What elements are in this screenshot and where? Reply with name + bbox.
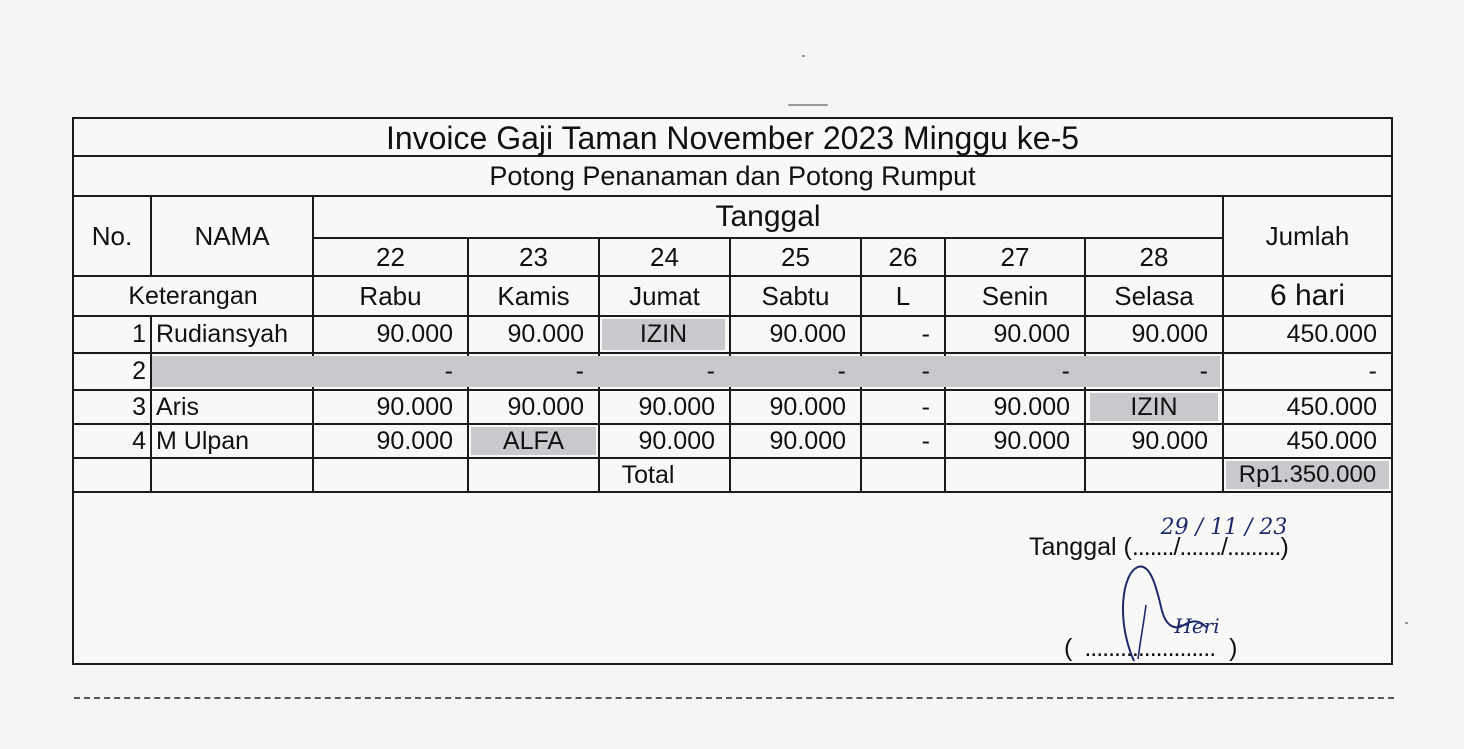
- row-value-alfa: ALFA: [471, 427, 596, 455]
- row-name: M Ulpan: [156, 426, 250, 455]
- row-value-izin: IZIN: [602, 319, 725, 350]
- row-no: 3: [132, 392, 146, 421]
- row-name: [152, 354, 312, 389]
- invoice-title: Invoice Gaji Taman November 2023 Minggu ke-5: [385, 120, 1080, 156]
- row-value: 90.000: [1131, 320, 1208, 348]
- handwritten-date: 29 / 11 / 23: [1160, 515, 1288, 540]
- row-value: -: [921, 357, 930, 385]
- row-total: 450.000: [1286, 392, 1377, 421]
- row-value: -: [921, 426, 930, 455]
- row-value: 90.000: [376, 320, 453, 348]
- row-value: 90.000: [993, 320, 1070, 348]
- scan-speck: [802, 55, 805, 57]
- name-close: ): [1229, 633, 1238, 662]
- date-cell: 26: [888, 242, 918, 272]
- day-cell: Kamis: [497, 281, 570, 311]
- scan-dashed-line: [74, 697, 1394, 699]
- row-value: 90.000: [507, 392, 584, 421]
- invoice-subtitle: Potong Penanaman dan Potong Rumput: [489, 160, 976, 191]
- row-value: -: [1061, 357, 1070, 385]
- row-value: 90.000: [638, 426, 715, 455]
- row-value-izin: IZIN: [1090, 393, 1218, 421]
- row-no: 2: [132, 357, 146, 385]
- row-name: Rudiansyah: [156, 320, 289, 348]
- row-value: -: [921, 392, 930, 421]
- signature-text: Heri: [1174, 614, 1220, 638]
- row-value: -: [1199, 357, 1208, 385]
- scan-speck: [1405, 622, 1408, 624]
- row-value: 90.000: [376, 426, 453, 455]
- date-cell: 24: [650, 242, 679, 272]
- day-cell: Sabtu: [761, 281, 830, 311]
- row-name: Aris: [156, 392, 200, 421]
- row-value: 90.000: [376, 392, 453, 421]
- date-cell: 27: [1000, 242, 1030, 272]
- row-value: 90.000: [507, 320, 584, 348]
- row-value: -: [444, 357, 453, 385]
- day-cell: Jumat: [629, 281, 700, 311]
- row-total: 450.000: [1286, 426, 1377, 455]
- signature-scribble: [1104, 561, 1254, 665]
- total-amount: Rp1.350.000: [1226, 461, 1389, 489]
- row-value: 90.000: [993, 426, 1070, 455]
- col-header-tanggal: Tanggal: [715, 200, 821, 233]
- date-cell: 25: [781, 242, 810, 272]
- col-header-nama: NAMA: [194, 221, 270, 251]
- row-value: 90.000: [1131, 426, 1208, 455]
- date-cell: 22: [376, 242, 405, 272]
- invoice-sheet: [72, 117, 1393, 665]
- row-value: -: [575, 357, 584, 385]
- row-value: 90.000: [993, 392, 1070, 421]
- row-no: 4: [132, 426, 146, 455]
- name-blank: ......................: [1084, 633, 1216, 662]
- date-blank: ......./......./.........: [1131, 532, 1281, 561]
- keterangan-label: Keterangan: [128, 281, 258, 310]
- row-total: 450.000: [1286, 320, 1377, 348]
- row-value: 90.000: [638, 392, 715, 421]
- rule: [1222, 457, 1224, 493]
- name-open: (: [1064, 633, 1073, 662]
- col-header-no: No.: [91, 221, 133, 251]
- total-days: 6 hari: [1269, 279, 1346, 312]
- day-cell: Senin: [981, 281, 1049, 311]
- date-close: ): [1280, 532, 1289, 561]
- col-header-jumlah: Jumlah: [1265, 221, 1350, 251]
- total-label: Total: [621, 460, 675, 489]
- date-cell: 23: [519, 242, 548, 272]
- row-no: 1: [132, 320, 146, 348]
- date-cell: 28: [1139, 242, 1169, 272]
- day-cell: L: [895, 281, 911, 311]
- date-label: Tanggal (: [1029, 532, 1132, 561]
- row-total: -: [1368, 357, 1377, 385]
- row-value: -: [706, 357, 715, 385]
- scan-speck: [788, 104, 828, 106]
- day-cell: Rabu: [359, 281, 422, 311]
- row-value: -: [837, 357, 846, 385]
- day-cell: Selasa: [1114, 281, 1194, 311]
- row-value: 90.000: [769, 392, 846, 421]
- row-value: 90.000: [769, 426, 846, 455]
- rule: [74, 491, 1391, 493]
- row-value: 90.000: [769, 320, 846, 348]
- row-value: -: [921, 320, 930, 348]
